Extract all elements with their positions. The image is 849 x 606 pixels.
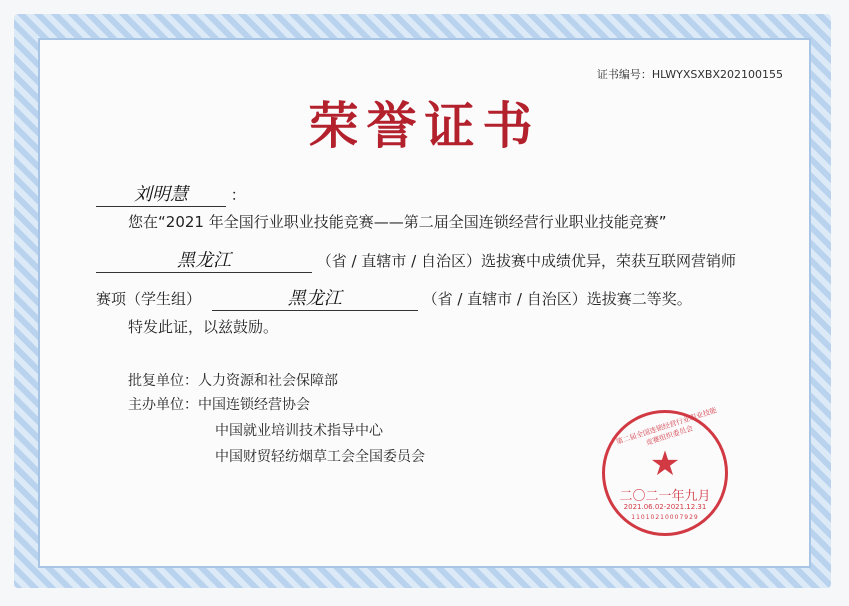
province-line-text: （省 / 直辖市 / 自治区）选拔赛中成绩优异，荣获互联网营销师 [316,252,736,270]
competition-line: 您在“2021 年全国行业职业技能竞赛——第二届全国连锁经营行业职业技能竞赛” [128,213,667,231]
recipient-name: 刘明慧 [96,180,226,207]
seal-date: 二〇二一年九月 [619,489,711,504]
approval-label: 批复单位： [128,373,198,389]
award-line-prefix: 赛项（学生组） [96,290,202,308]
host-value-3: 中国财贸轻纺烟草工会全国委员会 [215,449,425,465]
province-handwritten-1: 黑龙江 [96,246,312,273]
award-line-text: （省 / 直辖市 / 自治区）选拔赛二等奖。 [422,290,692,308]
approval-unit [128,370,338,390]
seal-validity: 2021.06.02-2021.12.31 [623,503,707,511]
host-value-1: 中国连锁经营协会 [198,397,310,413]
name-suffix: ： [230,186,246,204]
host-value-2: 中国就业培训技术指导中心 [215,423,383,439]
host-unit [128,394,310,414]
award-line [96,284,692,311]
official-seal [602,406,728,536]
host-label: 主办单位： [128,397,198,413]
approval-value: 人力资源和社会保障部 [198,373,338,389]
closing-line: 特发此证，以兹鼓励。 [128,318,279,336]
province-handwritten-2: 黑龙江 [212,284,418,311]
province-line [96,246,736,273]
certificate-title: 荣誉证书 [308,96,541,155]
certificate-number: 证书编号：HLWYXSXBX202100155 [596,68,783,81]
star-icon: ★ [649,444,681,484]
recipient-line [96,180,246,207]
seal-arc-text: 第二届全国连锁经营行业职业技能竞赛组织委员会 [615,406,718,448]
seal-code: 11010210007929 [631,514,699,521]
